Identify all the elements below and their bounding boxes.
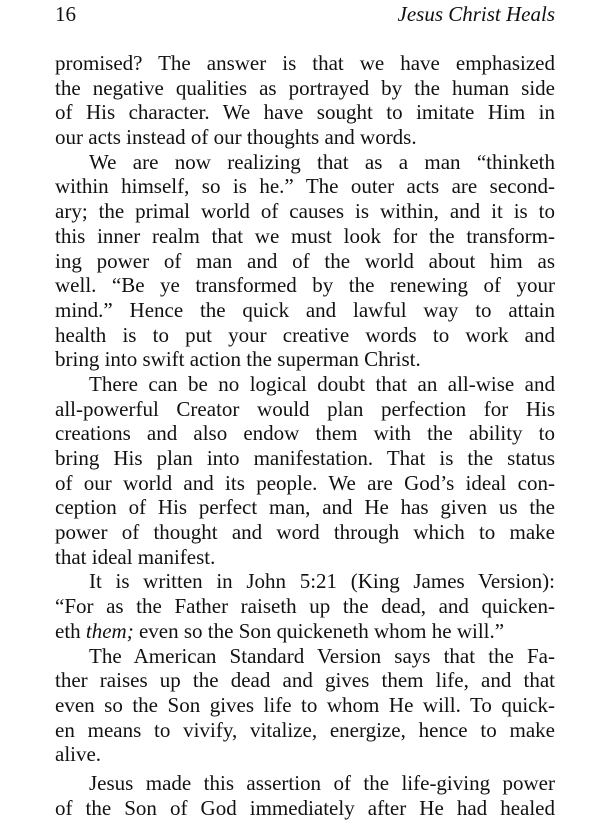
text-line: our acts instead of our thoughts and words. — [55, 125, 417, 150]
page-header — [55, 2, 555, 28]
text-line: promised? The answer is that we have emphasized — [55, 51, 555, 75]
text-line: of His character. We have sought to imitate Him in — [55, 100, 555, 125]
paragraph — [55, 644, 555, 767]
text-line: well. “Be ye transformed by the renewing of your — [55, 273, 555, 298]
text-line: It is written in John 5:21 (King James Version): — [89, 569, 555, 594]
text-line: ary; the primal world of causes is within, and it is to — [55, 199, 555, 224]
text-line: even so the Son gives life to whom He will. To quick- — [55, 692, 555, 717]
text-line: the negative qualities as portrayed by the human side — [55, 75, 555, 100]
paragraph — [55, 150, 555, 372]
text-line: all-powerful Creator would plan perfection for His — [55, 396, 555, 421]
page-body — [55, 51, 555, 820]
text-line: alive. — [55, 742, 102, 767]
text-line: eth them; even so the Son quickeneth whom he will.” — [55, 618, 505, 643]
text-line: ing power of man and of the world about him as — [55, 248, 555, 273]
text-line: There can be no logical doubt that an all-wise and — [89, 371, 555, 396]
text-line: this inner realm that we must look for the transform- — [55, 223, 555, 248]
running-title: Jesus Christ Heals — [397, 2, 555, 26]
paragraph — [55, 771, 555, 820]
text-line: health is to put your creative words to work and — [55, 322, 555, 347]
italic-text: them; — [85, 618, 134, 643]
text-line: of the Son of God immediately after He had healed — [55, 795, 555, 820]
paragraph — [55, 51, 555, 150]
text-line: We are now realizing that as a man “thinketh — [89, 149, 555, 174]
text-line: en means to vivify, vitalize, energize, hence to make — [55, 717, 555, 742]
text-line: of our world and its people. We are God’s ideal con- — [55, 470, 555, 495]
text-line: mind.” Hence the quick and lawful way to attain — [55, 297, 555, 322]
text-line: “For as the Father raiseth up the dead, and quicken- — [55, 594, 555, 619]
text-line: ther raises up the dead and gives them life, and that — [55, 668, 555, 693]
text-line: Jesus made this assertion of the life-giving power — [89, 770, 555, 795]
text-line: within himself, so is he.” The outer acts are second- — [55, 174, 555, 199]
text-line: ception of His perfect man, and He has given us the — [55, 495, 555, 520]
text-line: bring into swift action the superman Christ. — [55, 347, 421, 372]
text-line: that ideal manifest. — [55, 544, 216, 569]
text-line: The American Standard Version says that the Fa- — [89, 643, 555, 668]
page-number: 16 — [55, 2, 76, 26]
text-line: creations and also endow them with the ability to — [55, 421, 555, 446]
text-line: power of thought and word through which to make — [55, 520, 555, 545]
text-line: bring His plan into manifestation. That is the status — [55, 446, 555, 470]
paragraph — [55, 569, 555, 643]
paragraph — [55, 372, 555, 570]
